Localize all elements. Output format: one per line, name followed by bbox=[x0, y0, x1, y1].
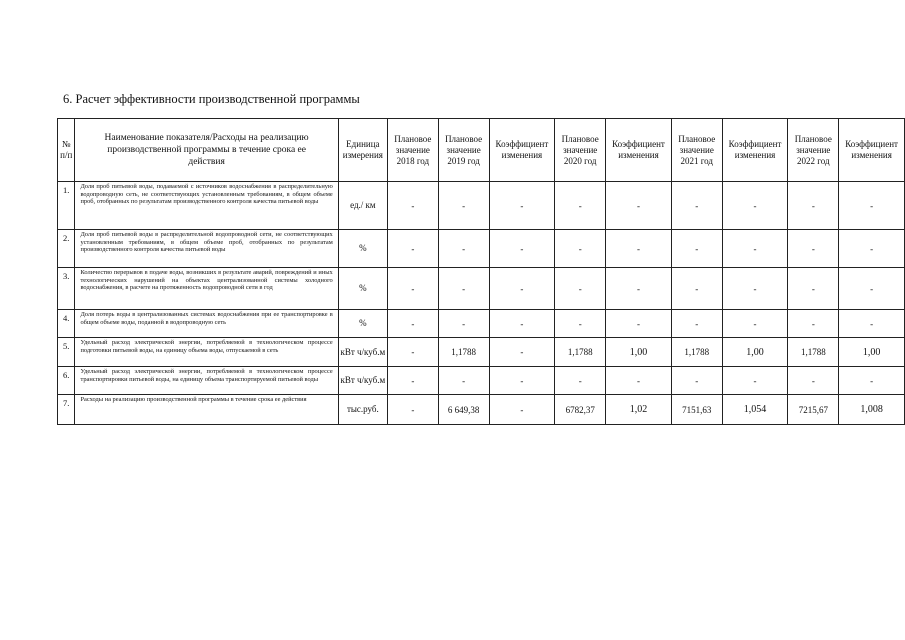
row-number: 6. bbox=[58, 367, 75, 395]
row-value: - bbox=[387, 268, 438, 310]
row-value: - bbox=[438, 367, 489, 395]
header-plan-2021: Плановое значение 2021 год bbox=[671, 119, 722, 182]
row-number: 5. bbox=[58, 338, 75, 367]
row-value: - bbox=[606, 230, 672, 268]
row-number: 7. bbox=[58, 395, 75, 425]
row-value: 1,02 bbox=[606, 395, 672, 425]
row-value: - bbox=[555, 268, 606, 310]
row-value: 7215,67 bbox=[788, 395, 839, 425]
row-value: - bbox=[438, 268, 489, 310]
row-unit: ед./ км bbox=[338, 182, 387, 230]
row-description: Удельный расход электрической энергии, потребляемой в технологическом процессе подготовки питьевой воды, на единицу объема воды, отпускаемой в сеть bbox=[75, 338, 338, 367]
header-plan-2018: Плановое значение 2018 год bbox=[387, 119, 438, 182]
row-value: - bbox=[839, 182, 905, 230]
row-description: Доля проб питьевой воды, подаваемой с источников водоснабжения в распределительную водопроводную сеть, не соответствующих установленным требованиям, в общем объеме проб, отобранных по результатам производственного контроля качества питьевой воды bbox=[75, 182, 338, 230]
row-value: 1,00 bbox=[606, 338, 672, 367]
row-value: - bbox=[555, 367, 606, 395]
header-unit: Единица измерения bbox=[338, 119, 387, 182]
row-value: - bbox=[722, 367, 788, 395]
table-row bbox=[58, 230, 905, 268]
row-value: - bbox=[387, 338, 438, 367]
header-row bbox=[58, 119, 905, 182]
row-value: - bbox=[606, 310, 672, 338]
row-value: - bbox=[387, 367, 438, 395]
row-value: - bbox=[438, 310, 489, 338]
row-number: 2. bbox=[58, 230, 75, 268]
efficiency-table bbox=[57, 118, 905, 425]
table-row bbox=[58, 338, 905, 367]
section-title: 6. Расчет эффективности производственной программы bbox=[63, 92, 360, 106]
row-value: - bbox=[387, 230, 438, 268]
row-value: - bbox=[671, 182, 722, 230]
table-row bbox=[58, 367, 905, 395]
table-body bbox=[58, 182, 905, 425]
row-value: 1,1788 bbox=[671, 338, 722, 367]
row-value: 1,00 bbox=[839, 338, 905, 367]
row-value: - bbox=[489, 230, 555, 268]
row-value: - bbox=[722, 268, 788, 310]
table-row bbox=[58, 310, 905, 338]
row-value: 1,00 bbox=[722, 338, 788, 367]
row-description: Доля проб питьевой воды в распределительной водопроводной сети, не соответствующих установленным требованиям, в общем объеме проб, отобранных по результатам производственного контроля качества питьевой воды bbox=[75, 230, 338, 268]
row-value: - bbox=[489, 395, 555, 425]
header-coef-2020: Коэффициент изменения bbox=[606, 119, 672, 182]
row-value: - bbox=[671, 268, 722, 310]
row-value: 1,1788 bbox=[438, 338, 489, 367]
row-value: 7151,63 bbox=[671, 395, 722, 425]
row-value: 6782,37 bbox=[555, 395, 606, 425]
row-value: - bbox=[387, 182, 438, 230]
row-value: - bbox=[788, 230, 839, 268]
row-value: - bbox=[839, 310, 905, 338]
row-value: - bbox=[606, 367, 672, 395]
row-unit: кВт ч/куб.м bbox=[338, 338, 387, 367]
row-number: 1. bbox=[58, 182, 75, 230]
row-unit: % bbox=[338, 268, 387, 310]
row-value: - bbox=[489, 310, 555, 338]
row-value: 1,054 bbox=[722, 395, 788, 425]
row-value: - bbox=[387, 395, 438, 425]
row-number: 3. bbox=[58, 268, 75, 310]
header-plan-2019: Плановое значение 2019 год bbox=[438, 119, 489, 182]
row-value: - bbox=[788, 310, 839, 338]
row-unit: тыс.руб. bbox=[338, 395, 387, 425]
row-value: 1,008 bbox=[839, 395, 905, 425]
row-number: 4. bbox=[58, 310, 75, 338]
table-row bbox=[58, 182, 905, 230]
row-value: - bbox=[606, 182, 672, 230]
header-num: № п/п bbox=[58, 119, 75, 182]
row-value: - bbox=[722, 230, 788, 268]
row-value: - bbox=[671, 230, 722, 268]
row-description: Доля потерь воды в централизованных системах водоснабжения при ее транспортировке в общем объеме воды, поданной в водопроводную сеть bbox=[75, 310, 338, 338]
row-description: Количество перерывов в подаче воды, возникших в результате аварий, повреждений и иных технологических нарушений на объектах централизованной системы холодного водоснабжения, в расчете на протяженность водопроводной сети в год bbox=[75, 268, 338, 310]
row-value: - bbox=[839, 268, 905, 310]
header-plan-2020: Плановое значение 2020 год bbox=[555, 119, 606, 182]
header-name: Наименование показателя/Расходы на реализацию производственной программы в течение срока ее действия bbox=[75, 119, 338, 182]
row-unit: % bbox=[338, 310, 387, 338]
row-value: 1,1788 bbox=[555, 338, 606, 367]
table-row bbox=[58, 395, 905, 425]
row-value: - bbox=[788, 268, 839, 310]
row-value: - bbox=[788, 367, 839, 395]
row-description: Удельный расход электрической энергии, потребляемой в технологическом процессе транспортировки питьевой воды, на единицу объема транспортируемой питьевой воды bbox=[75, 367, 338, 395]
row-value: - bbox=[387, 310, 438, 338]
header-coef-2021: Коэффициент изменения bbox=[722, 119, 788, 182]
header-plan-2022: Плановое значение 2022 год bbox=[788, 119, 839, 182]
row-value: - bbox=[555, 310, 606, 338]
row-value: 6 649,38 bbox=[438, 395, 489, 425]
row-value: - bbox=[839, 230, 905, 268]
row-value: - bbox=[555, 182, 606, 230]
row-description: Расходы на реализацию производственной программы в течение срока ее действия bbox=[75, 395, 338, 425]
header-coef-2019: Коэффициент изменения bbox=[489, 119, 555, 182]
row-value: - bbox=[788, 182, 839, 230]
row-value: - bbox=[489, 338, 555, 367]
row-unit: % bbox=[338, 230, 387, 268]
row-value: - bbox=[671, 310, 722, 338]
row-value: 1,1788 bbox=[788, 338, 839, 367]
row-value: - bbox=[671, 367, 722, 395]
row-value: - bbox=[489, 268, 555, 310]
row-value: - bbox=[722, 310, 788, 338]
row-value: - bbox=[489, 367, 555, 395]
row-unit: кВт ч/куб.м bbox=[338, 367, 387, 395]
row-value: - bbox=[555, 230, 606, 268]
row-value: - bbox=[489, 182, 555, 230]
header-coef-2022: Коэффициент изменения bbox=[839, 119, 905, 182]
table-row bbox=[58, 268, 905, 310]
row-value: - bbox=[606, 268, 672, 310]
row-value: - bbox=[438, 230, 489, 268]
row-value: - bbox=[722, 182, 788, 230]
row-value: - bbox=[438, 182, 489, 230]
row-value: - bbox=[839, 367, 905, 395]
